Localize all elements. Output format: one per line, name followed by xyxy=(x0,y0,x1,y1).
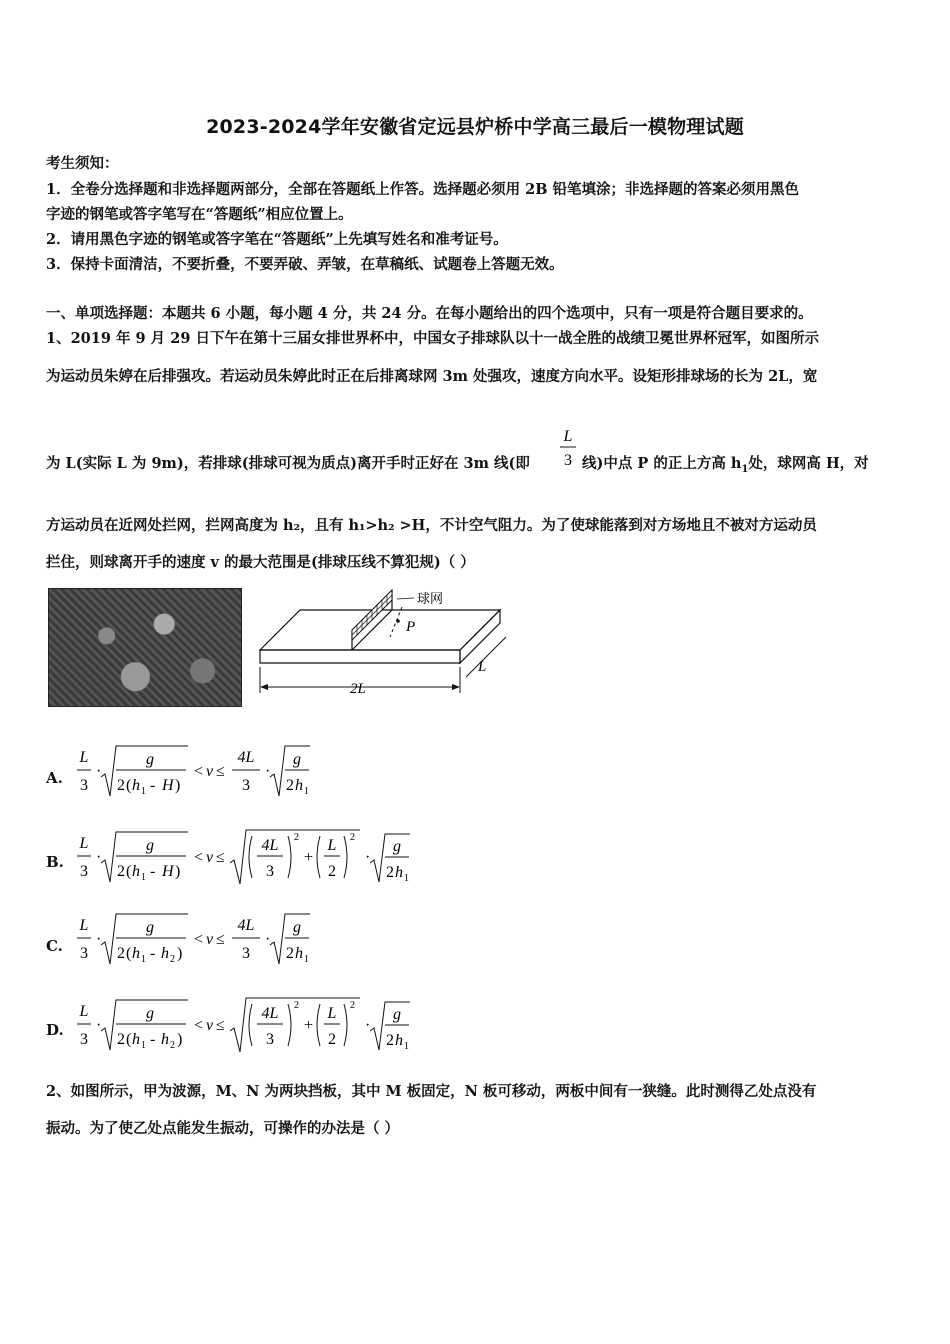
svg-text:2: 2 xyxy=(386,1032,394,1049)
q2-line-2: 振动。为了使乙处点能发生振动，可操作的办法是（ ） xyxy=(46,1120,400,1137)
svg-text:2: 2 xyxy=(286,777,294,794)
svg-text:≤: ≤ xyxy=(216,931,225,948)
court-diagram xyxy=(252,585,512,705)
svg-text:1: 1 xyxy=(404,873,409,884)
court-top xyxy=(260,610,500,650)
svg-text:L: L xyxy=(79,917,89,934)
svg-text:h: h xyxy=(132,777,140,794)
dim-arrow-right xyxy=(452,684,460,690)
svg-text:v: v xyxy=(206,763,214,780)
option-b-label[interactable]: B. xyxy=(46,853,64,871)
width-label: L xyxy=(478,659,487,675)
svg-text:≤: ≤ xyxy=(216,849,225,866)
svg-text:·: · xyxy=(365,1017,371,1034)
svg-text:1: 1 xyxy=(141,1040,146,1051)
svg-text:(: ( xyxy=(126,863,132,880)
svg-text:-: - xyxy=(150,945,156,962)
svg-text:h: h xyxy=(395,864,403,881)
svg-text:-: - xyxy=(150,1031,156,1048)
svg-text:2: 2 xyxy=(294,832,299,843)
svg-text:4L: 4L xyxy=(261,1005,279,1022)
q1-line-3b: 线)中点 P 的正上方高 $h_1$处，球网高 H，对 xyxy=(582,455,869,475)
option-d-formula xyxy=(74,994,434,1058)
svg-text:-: - xyxy=(150,777,156,794)
court-side xyxy=(460,610,500,663)
notice-heading: 考生须知： xyxy=(46,155,119,172)
svg-text:1: 1 xyxy=(304,786,309,797)
svg-text:<: < xyxy=(194,931,204,948)
svg-text:): ) xyxy=(175,863,181,880)
svg-text:+: + xyxy=(304,849,314,866)
svg-text:·: · xyxy=(96,931,102,948)
svg-text:g: g xyxy=(293,751,301,768)
notice-line-1b: 字迹的钢笔或答字笔写在“答题纸”相应位置上。 xyxy=(46,206,353,223)
frac-numerator: L xyxy=(563,428,573,445)
option-b-formula xyxy=(74,826,434,890)
svg-text:4L: 4L xyxy=(261,837,279,854)
svg-text:3: 3 xyxy=(266,863,274,880)
option-d-label[interactable]: D. xyxy=(46,1021,64,1039)
svg-text:h: h xyxy=(295,945,303,962)
svg-text:2: 2 xyxy=(350,1000,355,1011)
svg-text:2: 2 xyxy=(386,864,394,881)
svg-text:h: h xyxy=(132,1031,140,1048)
svg-text:H: H xyxy=(162,863,174,880)
svg-text:L: L xyxy=(327,1005,337,1022)
svg-text:g: g xyxy=(146,837,154,854)
svg-text:2: 2 xyxy=(170,954,175,965)
svg-text:h: h xyxy=(132,945,140,962)
svg-text:3: 3 xyxy=(80,777,88,794)
svg-text:·: · xyxy=(96,1017,102,1034)
q1-line-3a: 为 L(实际 L 为 9m)，若排球(排球可视为质点)离开手时正好在 3m 线(即 xyxy=(46,455,530,472)
svg-text:≤: ≤ xyxy=(216,1017,225,1034)
svg-text:·: · xyxy=(265,763,271,780)
svg-text:v: v xyxy=(206,1017,214,1034)
svg-text:h: h xyxy=(395,1032,403,1049)
option-a-label[interactable]: A. xyxy=(46,769,63,787)
svg-text:2: 2 xyxy=(117,945,125,962)
svg-text:v: v xyxy=(206,931,214,948)
svg-text:2: 2 xyxy=(286,945,294,962)
svg-text:L: L xyxy=(79,1003,89,1020)
svg-text:L: L xyxy=(79,749,89,766)
svg-text:g: g xyxy=(146,1005,154,1022)
svg-text:<: < xyxy=(194,849,204,866)
svg-text:2: 2 xyxy=(117,777,125,794)
q1-line-1: 1、2019 年 9 月 29 日下午在第十三届女排世界杯中，中国女子排球队以十一战全胜的战绩卫冕世界杯冠军，如图所示 xyxy=(46,330,819,347)
svg-text:·: · xyxy=(96,849,102,866)
svg-text:g: g xyxy=(146,919,154,936)
svg-text:2: 2 xyxy=(117,1031,125,1048)
dim-arrow-left xyxy=(260,684,268,690)
svg-text:L: L xyxy=(79,835,89,852)
q1-line-4: 方运动员在近网处拦网，拦网高度为 h₂，且有 h₁>h₂ >H，不计空气阻力。为了使球能落到对方场地且不被对方运动员 xyxy=(46,517,817,534)
svg-text:): ) xyxy=(177,945,183,962)
svg-text:2: 2 xyxy=(294,1000,299,1011)
svg-text:2: 2 xyxy=(328,863,336,880)
p-label: P xyxy=(406,619,416,635)
notice-line-3: 3．保持卡面清洁，不要折叠，不要弄破、弄皱，在草稿纸、试题卷上答题无效。 xyxy=(46,256,564,273)
svg-text:(: ( xyxy=(126,945,132,962)
svg-text:1: 1 xyxy=(141,954,146,965)
svg-text:3: 3 xyxy=(266,1031,274,1048)
page-title: 2023-2024学年安徽省定远县炉桥中学高三最后一模物理试题 xyxy=(206,116,744,138)
svg-text:h: h xyxy=(161,1031,169,1048)
notice-line-2: 2．请用黑色字迹的钢笔或答字笔在“答题纸”上先填写姓名和准考证号。 xyxy=(46,231,508,248)
svg-text:·: · xyxy=(365,849,371,866)
svg-text:h: h xyxy=(161,945,169,962)
svg-text:4L: 4L xyxy=(237,749,255,766)
svg-text:1: 1 xyxy=(141,872,146,883)
q2-line-1: 2、如图所示，甲为波源，M、N 为两块挡板，其中 M 板固定，N 板可移动，两板中间有一狭缝。此时测得乙处点没有 xyxy=(46,1083,817,1100)
svg-text:g: g xyxy=(393,1006,401,1023)
q1-line-5: 拦住，则球离开手的速度 v 的最大范围是(排球压线不算犯规)（ ） xyxy=(46,554,475,571)
net-label: 球网 xyxy=(417,592,444,607)
q1-line-2: 为运动员朱婷在后排强攻。若运动员朱婷此时正在后排离球网 3m 处强攻，速度方向水平。设矩形排球场的长为 2L，宽 xyxy=(46,368,818,385)
svg-text:·: · xyxy=(96,763,102,780)
svg-text:≤: ≤ xyxy=(216,763,225,780)
svg-text:h: h xyxy=(295,777,303,794)
svg-text:1: 1 xyxy=(141,786,146,797)
net-label-pointer xyxy=(397,598,414,599)
length-label: 2L xyxy=(350,681,366,697)
three-meter-line xyxy=(390,607,402,637)
svg-text:(: ( xyxy=(126,777,132,794)
svg-text:g: g xyxy=(293,919,301,936)
option-a-formula xyxy=(74,740,334,802)
svg-text:2: 2 xyxy=(350,832,355,843)
svg-text:3: 3 xyxy=(80,1031,88,1048)
svg-text:2: 2 xyxy=(170,1040,175,1051)
svg-text:+: + xyxy=(304,1017,314,1034)
option-c-formula xyxy=(74,908,334,970)
svg-text:·: · xyxy=(265,931,271,948)
svg-text:2: 2 xyxy=(117,863,125,880)
svg-text:H: H xyxy=(162,777,174,794)
svg-text:3: 3 xyxy=(242,945,250,962)
svg-text:3: 3 xyxy=(80,945,88,962)
svg-text:-: - xyxy=(150,863,156,880)
svg-text:<: < xyxy=(194,763,204,780)
svg-text:3: 3 xyxy=(242,777,250,794)
inline-fraction-l-over-3 xyxy=(556,425,580,473)
svg-text:<: < xyxy=(194,1017,204,1034)
svg-text:h: h xyxy=(132,863,140,880)
svg-text:1: 1 xyxy=(304,954,309,965)
frac-denominator: 3 xyxy=(564,452,572,469)
svg-text:): ) xyxy=(177,1031,183,1048)
point-p xyxy=(396,619,400,623)
svg-text:1: 1 xyxy=(404,1041,409,1052)
svg-text:): ) xyxy=(175,777,181,794)
svg-text:g: g xyxy=(146,751,154,768)
svg-text:2: 2 xyxy=(328,1031,336,1048)
net-mesh xyxy=(352,595,392,635)
court-front xyxy=(260,650,460,663)
svg-text:3: 3 xyxy=(80,863,88,880)
section-heading: 一、单项选择题：本题共 6 小题，每小题 4 分，共 24 分。在每小题给出的四个选项中，只有一项是符合题目要求的。 xyxy=(46,305,813,322)
option-c-label[interactable]: C. xyxy=(46,937,63,955)
svg-text:L: L xyxy=(327,837,337,854)
svg-text:(: ( xyxy=(126,1031,132,1048)
volleyball-photo xyxy=(48,588,242,707)
svg-text:4L: 4L xyxy=(237,917,255,934)
svg-text:g: g xyxy=(393,838,401,855)
notice-line-1a: 1．全卷分选择题和非选择题两部分，全部在答题纸上作答。选择题必须用 2B 铅笔填涂；非选择题的答案必须用黑色 xyxy=(46,181,800,198)
svg-text:v: v xyxy=(206,849,214,866)
